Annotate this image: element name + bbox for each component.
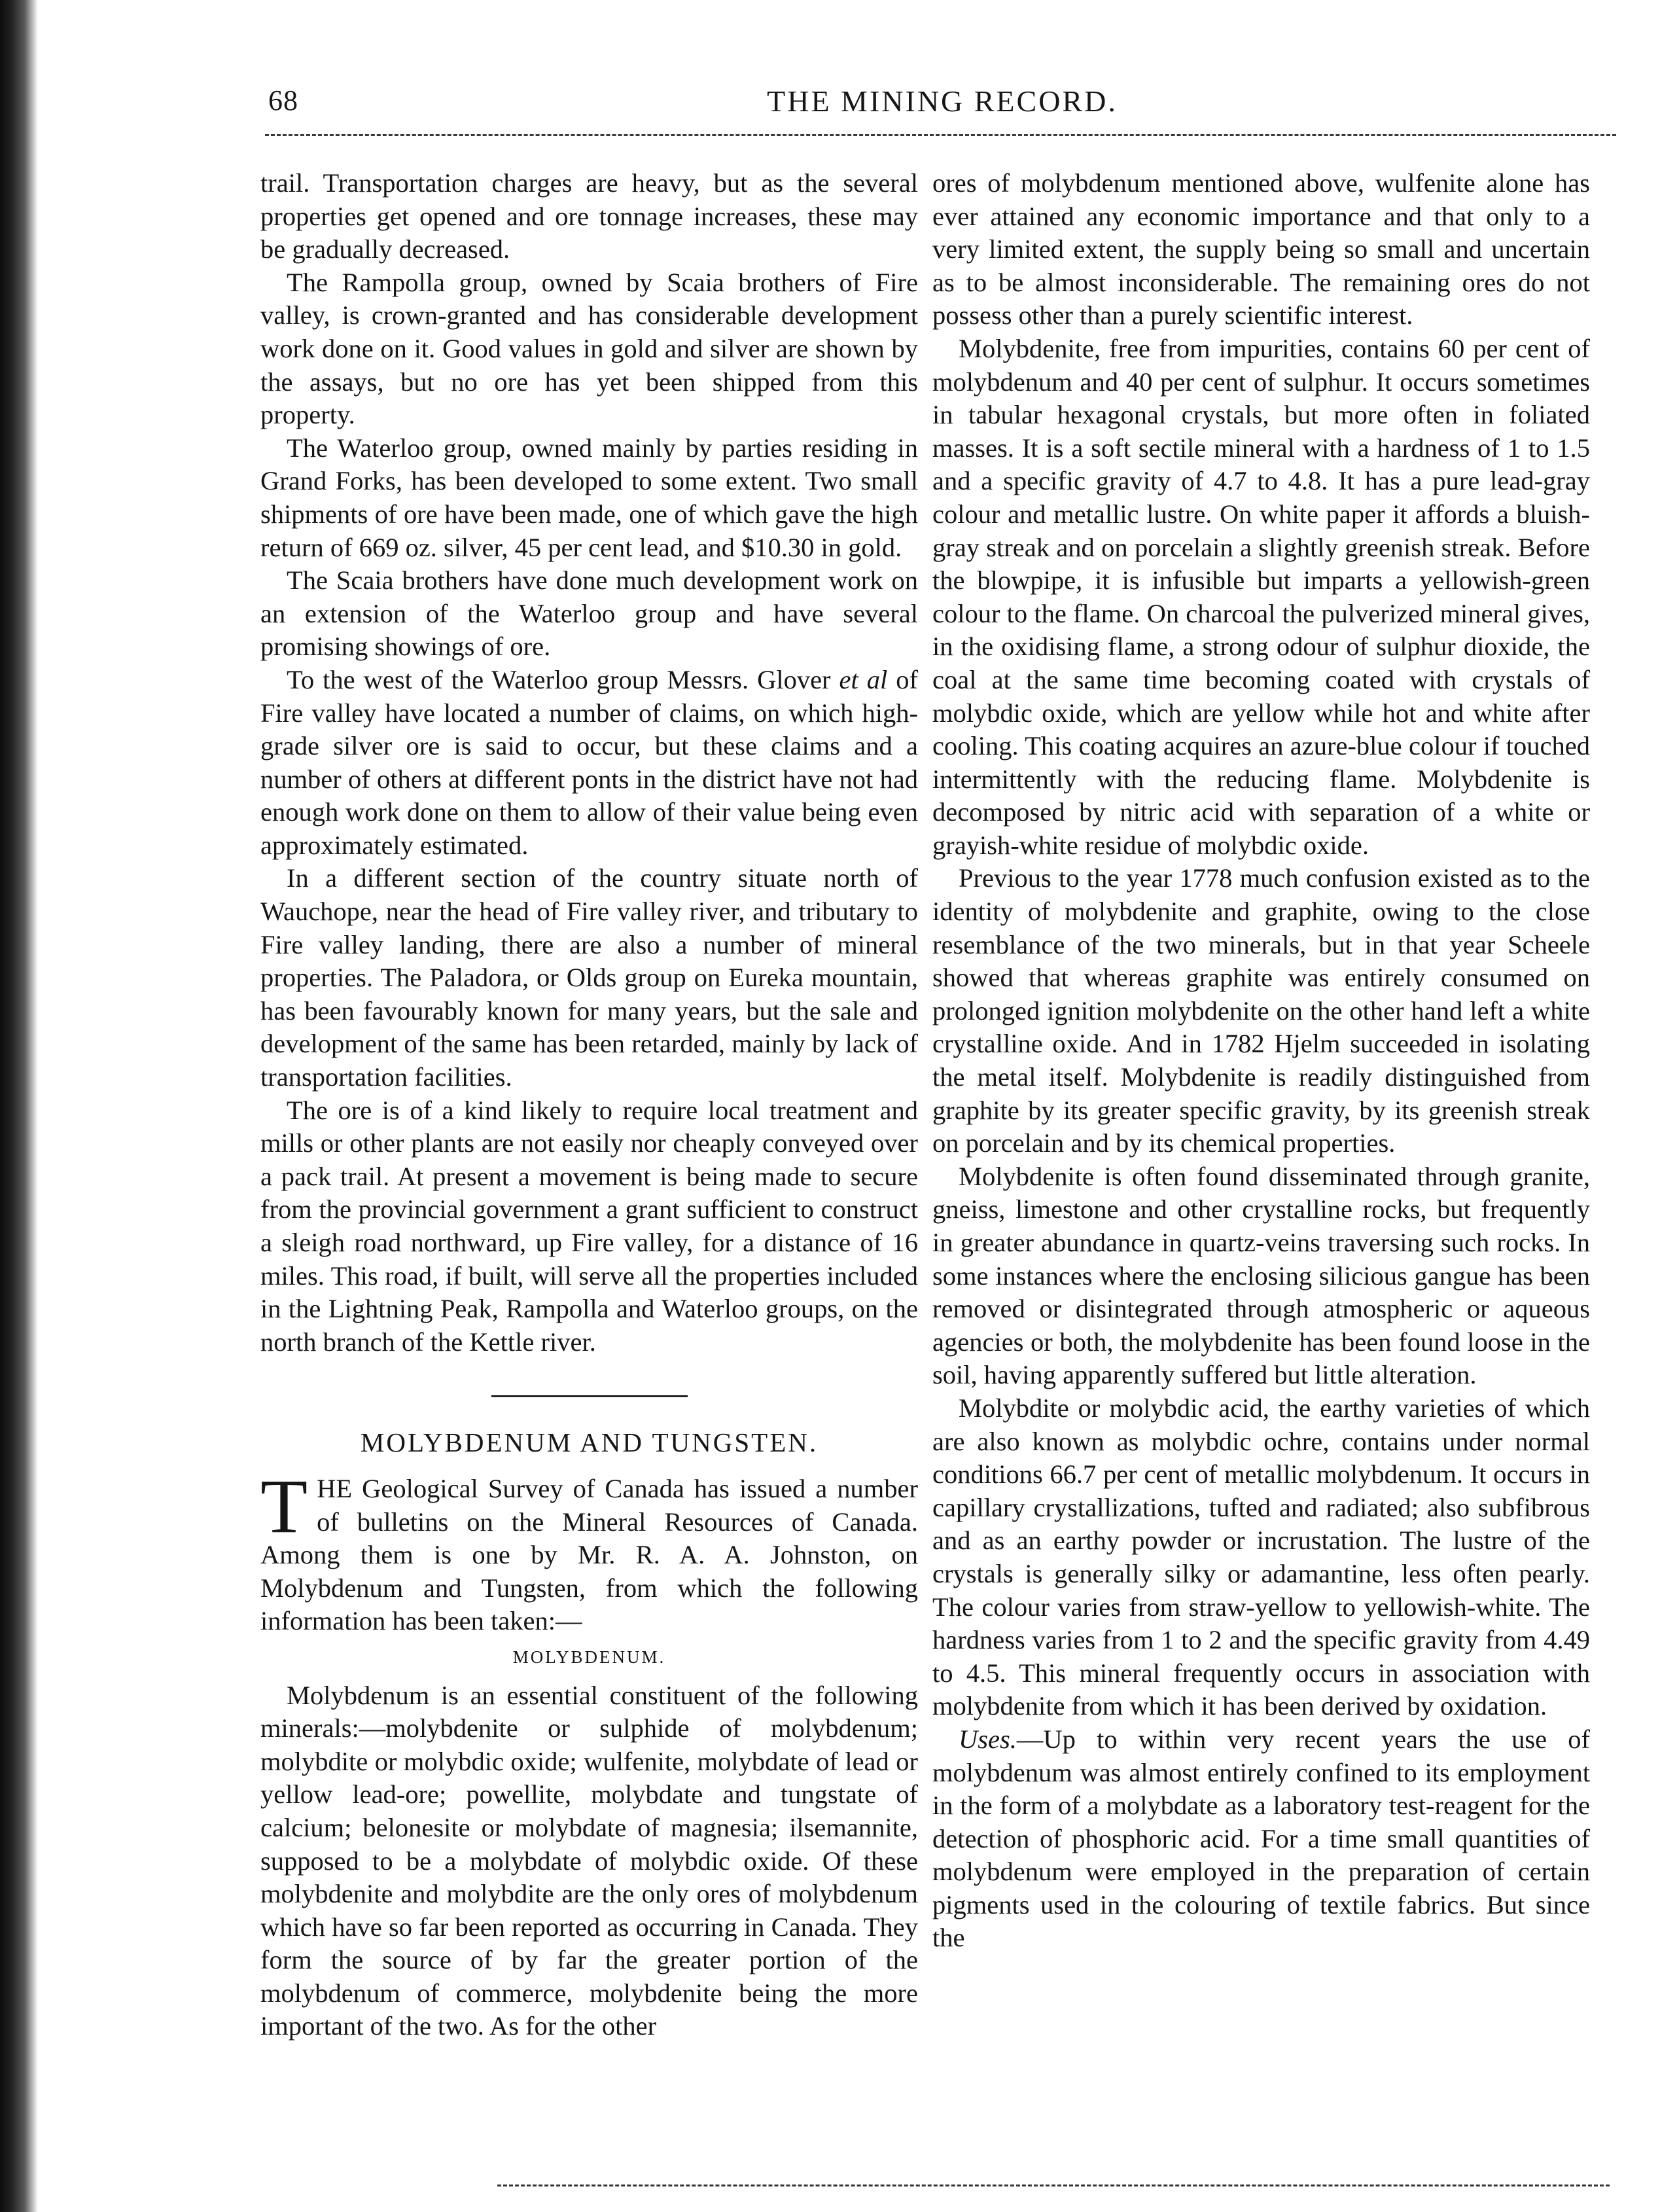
italic-text: et al [839,664,888,694]
paragraph [260,664,918,863]
paragraph: Molybdite or molybdic acid, the earthy varieties of which are also known as molybdic ochre, contains under normal conditions 66.7 per cent of metallic molybdenum. It occurs in capillary crystallizations, tufted and radiated; also subfibrous and as an earthy powder or incrustation. The lustre of the crystals is generally silky or adamantine, less often pearly. The colour varies from straw-yellow to yellowish-white. The hardness varies from 1 to 2 and the specific gravity from 4.49 to 4.5. This mineral frequently occurs in association with molybdenite from which it has been derived by oxidation. [932,1393,1590,1721]
header-rule [265,134,1616,136]
page-number: 68 [268,84,298,116]
paragraph: In a different section of the country situate north of Wauchope, near the head of Fire valley river, and tributary to Fire valley landing, there are also a number of mineral properties. The Paladora, or Olds group on Eureka mountain, has been favourably known for many years, but the sale and development of the same has been retarded, mainly by lack of transportation facilities. [260,863,918,1092]
paragraph: The Scaia brothers have done much development work on an extension of the Waterloo group and have several promising showings of ore. [260,565,918,662]
paragraph: The ore is of a kind likely to require local treatment and mills or other plants are not easily nor cheaply conveyed over a pack trail. At present a movement is being made to secure from the provincial government a grant sufficient to construct a sleigh road northward, up Fire valley, for a distance of 16 miles. This road, if built, will serve all the properties included in the Lightning Peak, Rampolla and Waterloo groups, on the north branch of the Kettle river. [260,1095,918,1357]
intro-paragraph [260,1463,918,1638]
paragraph: ores of molybdenum mentioned above, wulfenite alone has ever attained any economic importance and that only to a very limited extent, the supply being so small and uncertain as to be almost inconsiderable. The remaining ores do not possess other than a purely scientific interest. [932,168,1590,330]
right-column [932,167,1590,1955]
paragraph [932,1723,1590,1955]
text-run: of Fire valley have located a number of claims, on which high-grade silver ore is said to occur, but these claims and a number of others at different ponts in the district have not had enough work done on them to allow of their value being even approximately estimated. [260,664,919,860]
left-column [260,167,918,2043]
text-run: HE Geological Survey of Canada has issued a number of bulletins on the Mineral Resources of Canada. Among them is one by Mr. R. A. A. Johnston, on Molybdenum and Tungsten, from which the following information has been taken:— [260,1473,918,1636]
italic-text: Uses. [959,1724,1017,1754]
page-header [268,84,1616,130]
paragraph: The Rampolla group, owned by Scaia brothers of Fire valley, is crown-granted and has considerable development work done on it. Good values in gold and silver are shown by the assays, but no ore has yet been shipped from this property. [260,267,918,430]
paragraph: Molybdenite is often found disseminated through granite, gneiss, limestone and other crystalline rocks, but frequently in greater abundance in quartz-veins traversing such rocks. In some instances where the enclosing silicious gangue has been removed or disintegrated through atmospheric or aqueous agencies or both, the molybdenite has been found loose in the soil, having apparently suffered but little alteration. [932,1161,1590,1390]
footer-rule [497,2185,1610,2186]
section-divider [491,1395,688,1397]
paragraph: trail. Transportation charges are heavy, but as the several properties get opened and ore tonnage increases, these may be gradually decreased. [260,168,918,264]
subheading: MOLYBDENUM. [512,1647,666,1667]
paragraph: Molybdenite, free from impurities, contains 60 per cent of molybdenum and 40 per cent of sulphur. It occurs sometimes in tabular hexagonal crystals, but more often in foliated masses. It is a soft sectile mineral with a hardness of 1 to 1.5 and a specific gravity of 4.7 to 4.8. It has a pure lead-gray colour and metallic lustre. On white paper it affords a bluish-gray streak and on porcelain a slightly greenish streak. Before the blowpipe, it is infusible but imparts a yellowish-green colour to the flame. On charcoal the pulverized mineral gives, in the oxidising flame, a strong odour of sulphur dioxide, the coal at the same time becoming coated with crystals of molybdic oxide, which are yellow while hot and white after cooling. This coating acquires an azure-blue colour if touched intermittently with the reducing flame. Molybdenite is decomposed by nitric acid with separation of a white or grayish-white residue of molybdic oxide. [932,333,1590,860]
paragraph: The Waterloo group, owned mainly by parties residing in Grand Forks, has been developed to some extent. Two small shipments of ore have been made, one of which gave the high return of 669 oz. silver, 45 per cent lead, and $10.30 in gold. [260,433,918,562]
text-run: To the west of the Waterloo group Messrs. Glover [287,664,831,694]
scan-binding-edge [0,0,38,2212]
section-heading: MOLYBDENUM AND TUNGSTEN. [360,1427,819,1458]
paragraph: Previous to the year 1778 much confusion existed as to the identity of molybdenite and graphite, owing to the close resemblance of the two minerals, but in that year Scheele showed that whereas graphite was entirely consumed on prolonged ignition molybdenite on the other hand left a white crystalline oxide. And in 1782 Hjelm succeeded in isolating the metal itself. Molybdenite is readily distinguished from graphite by its greater specific gravity, by its greenish streak on porcelain and by its chemical properties. [932,863,1590,1158]
paragraph: Molybdenum is an essential constituent of the following minerals:—molybdenite or sulphide of molybdenum; molybdite or molybdic oxide; wulfenite, molybdate of lead or yellow lead-ore; powellite, molybdate and tungstate of calcium; belonesite or molybdate of magnesia; ilsemannite, supposed to be a molybdate of molybdic oxide. Of these molybdenite and molybdite are the only ores of molybdenum which have so far been reported as occurring in Canada. They form the source of by far the greater portion of the molybdenum of commerce, molybdenite being the more important of the two. As for the other [260,1680,918,2041]
running-title: THE MINING RECORD. [767,84,1118,118]
drop-cap: T [260,1463,308,1549]
text-run: —Up to within very recent years the use of molybdenum was almost entirely confined to its employment in the form of a molybdate as a laboratory test-reagent for the detection of phosphoric acid. For a time small quantities of molybdenum were employed in the preparation of certain pigments used in the colouring of textile fabrics. But since the [932,1724,1590,1953]
